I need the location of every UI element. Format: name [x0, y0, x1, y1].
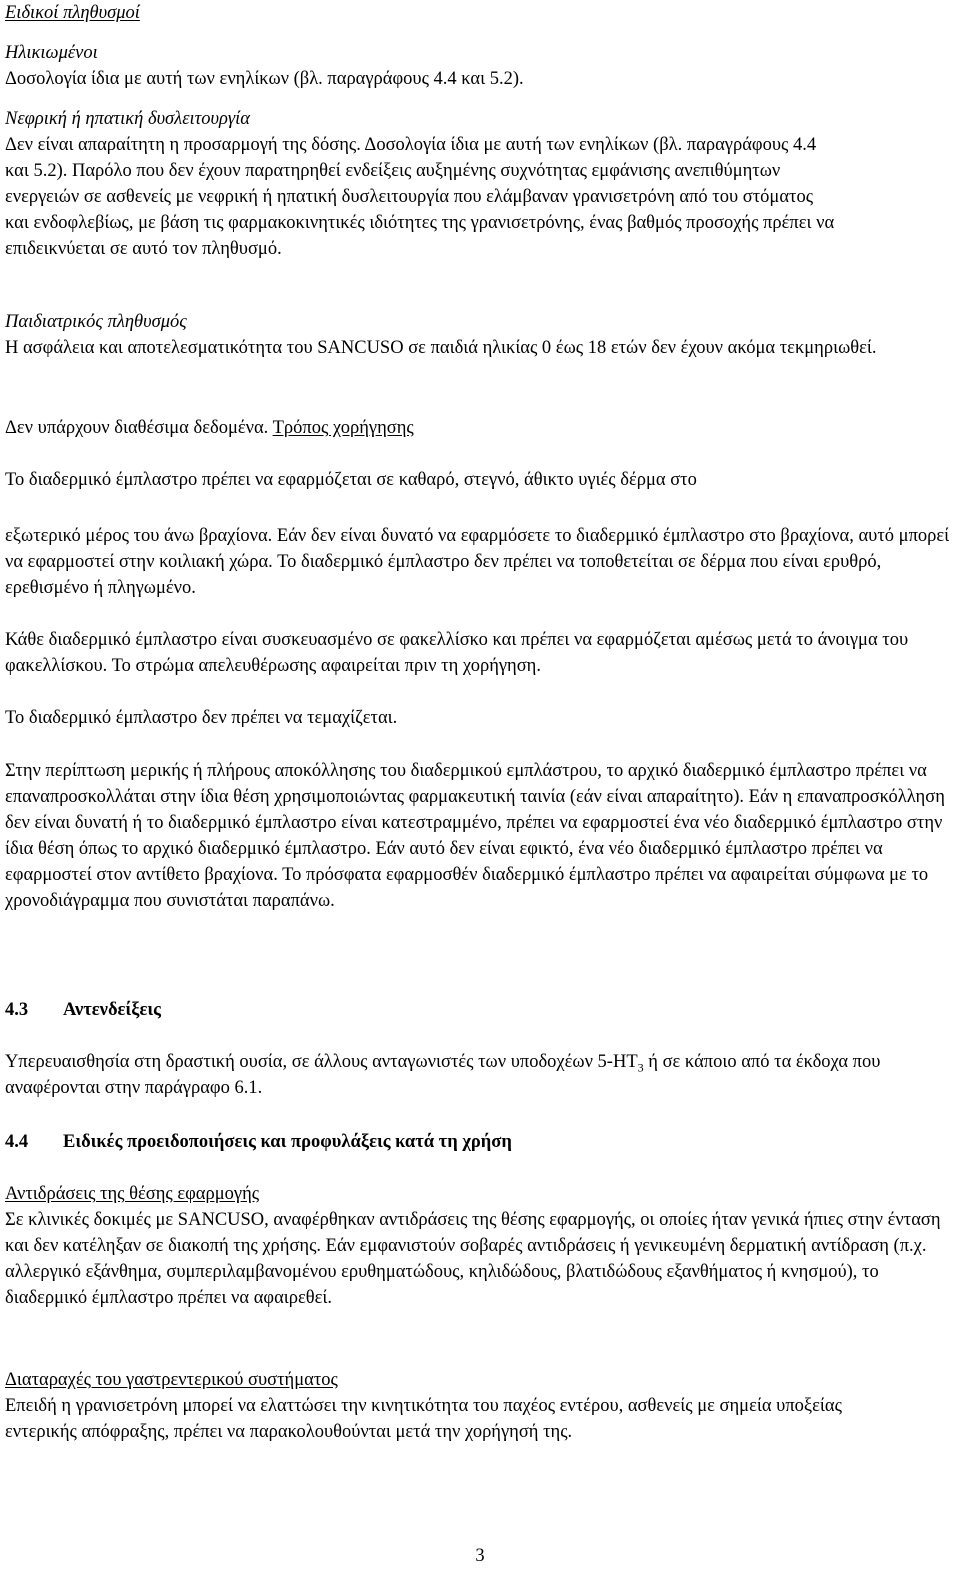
special-populations-heading: Ειδικοί πληθυσμοί — [5, 3, 140, 23]
pediatric-text: Η ασφάλεια και αποτελεσματικότητα του SANCUSO σε παιδιά ηλικίας 0 έως 18 ετών δεν έχουν ακόμα τεκμηριωθεί. — [5, 338, 877, 358]
contraindications-text: Υπερευαισθησία στη δραστική ουσία, σε άλλους ανταγωνιστές των υποδοχέων $5-HT_3$ ή σε κάποιο από τα έκδοχα που αναφέρονται στην παράγραφο 6.1. — [5, 1052, 881, 1098]
no-data-line — [5, 415, 955, 441]
renal-text: Δεν είναι απαραίτητη η προσαρμογή της δόσης. Δοσολογία ίδια με αυτή των ενηλίκων (βλ. παραγράφους 4.4 και 5.2). Παρόλο που δεν έχουν παρατηρηθεί ενδείξεις αυξημένης συχνότητας εμφάνισης ανεπιθύμητων ενεργειών σε ασθενείς με νεφρική ή ηπατική δυσλειτουργία που ελάμβαναν γρανισετρόνη από του στόματος και ενδοφλεβίως, με βάση τις φαρμακοκινητικές ιδιότητες της γρανισετρόνης, ένας βαθμός προσοχής πρέπει να επιδεικνύεται σε αυτό τον πληθυσμό. — [5, 135, 835, 259]
administration-paragraph-4: Το διαδερμικό έμπλαστρο δεν πρέπει να τεμαχίζεται. — [5, 708, 398, 728]
administration-paragraph-3: Κάθε διαδερμικό έμπλαστρο είναι συσκευασμένο σε φακελλίσκο και πρέπει να εφαρμόζεται αμέσως μετά το άνοιγμα του φακελλίσκου. Το στρώμα απελευθέρωσης αφαιρείται πριν τη χορήγηση. — [5, 630, 909, 676]
section-number: 4.3 — [5, 1000, 29, 1020]
administration-paragraph-2: εξωτερικό μέρος του άνω βραχίονα. Εάν δεν είναι δυνατό να εφαρμόσετε το διαδερμικό έμπλαστρο στο βραχίονα, αυτό μπορεί να εφαρμοστεί στην κοιλιακή χώρα. Το διαδερμικό έμπλαστρο δεν πρέπει να τοποθετείται σε δέρμα που είναι ερυθρό, ερεθισμένο ή πληγωμένο. — [5, 526, 950, 598]
gi-disorders-heading: Διαταραχές του γαστρεντερικού συστήματος — [5, 1370, 338, 1390]
site-reactions-heading: Αντιδράσεις της θέσης εφαρμογής — [5, 1184, 260, 1204]
page-number: 3 — [475, 1546, 485, 1566]
elderly-text: Δοσολογία ίδια με αυτή των ενηλίκων (βλ. παραγράφους 4.4 και 5.2). — [5, 69, 524, 89]
pediatric-heading: Παιδιατρικός πληθυσμός — [5, 312, 187, 332]
gi-disorders-text: Επειδή η γρανισετρόνη μπορεί να ελαττώσει την κινητικότητα του παχέος εντέρου, ασθενείς με σημεία υποξείας εντερικής απόφραξης, πρέπει να παρακολουθούνται μετά την χορήγησή της. — [5, 1396, 842, 1442]
administration-paragraph-5: Στην περίπτωση μερικής ή πλήρους αποκόλλησης του διαδερμικού εμπλάστρου, το αρχικό διαδερμικό έμπλαστρο πρέπει να επαναπροσκολλάται στην ίδια θέση χρησιμοποιώντας φαρμακευτική ταινία (εάν είναι απαραίτητο). Εάν η επαναπροσκόλληση δεν είναι δυνατή ή το διαδερμικό έμπλαστρο είναι κατεστραμμένο, πρέπει να εφαρμοστεί ένα νέο διαδερμικό έμπλαστρο στην ίδια θέση όπως το αρχικό διαδερμικό έμπλαστρο. Εάν αυτό δεν είναι εφικτό, ένα νέο διαδερμικό έμπλαστρο πρέπει να εφαρμοστεί στον αντίθετο βραχίονα. Το πρόσφατα εφαρμοσθέν διαδερμικό έμπλαστρο πρέπει να αφαιρείται σύμφωνα με το χρονοδιάγραμμα που συνιστάται παραπάνω. — [5, 761, 945, 911]
site-reactions-block — [5, 1181, 955, 1311]
section-number: 4.4 — [5, 1132, 29, 1152]
renal-heading: Νεφρική ή ηπατική δυσλειτουργία — [5, 109, 251, 129]
section-title: Αντενδείξεις — [63, 1000, 161, 1020]
administration-paragraph-1: Το διαδερμικό έμπλαστρο πρέπει να εφαρμόζεται σε καθαρό, στεγνό, άθικτο υγιές δέρμα στο — [5, 470, 697, 490]
elderly-heading: Ηλικιωμένοι — [5, 43, 98, 63]
subscript: 3 — [637, 1060, 644, 1075]
gi-disorders-block — [5, 1367, 955, 1445]
no-data-text: Δεν υπάρχουν διαθέσιμα δεδομένα. — [5, 418, 269, 438]
pediatric-block — [5, 309, 955, 361]
section-4-4-heading — [5, 1129, 512, 1155]
special-populations-block — [5, 0, 955, 262]
site-reactions-text: Σε κλινικές δοκιμές με SANCUSO, αναφέρθηκαν αντιδράσεις της θέσης εφαρμογής, οι οποίες ήταν γενικά ήπιες στην ένταση και δεν κατέληξαν σε διακοπή της χρήσης. Εάν εμφανιστούν σοβαρές αντιδράσεις ή γενικευμένη δερματική αντίδραση (π.χ. αλλεργικό εξάνθημα, συμπεριλαμβανομένου ερυθηματώδους, κηλιδώδους, βλατιδώδους εξανθήματος ή κνησμού), το διαδερμικό έμπλαστρο πρέπει να αφαιρεθεί. — [5, 1210, 941, 1308]
administration-heading: Τρόπος χορήγησης — [272, 418, 414, 438]
section-title: Ειδικές προειδοποιήσεις και προφυλάξεις κατά τη χρήση — [63, 1132, 512, 1152]
section-4-3-heading — [5, 997, 161, 1023]
